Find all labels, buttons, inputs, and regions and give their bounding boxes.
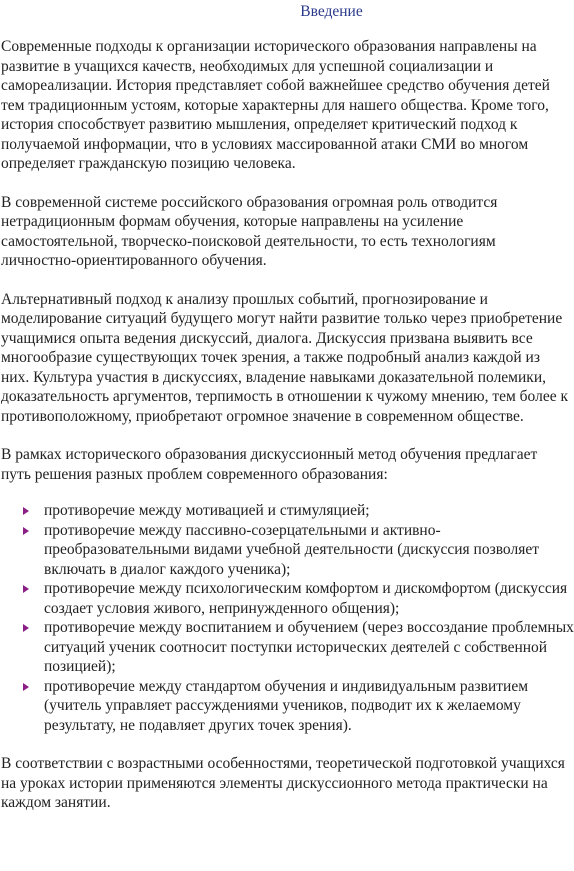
triangle-bullet-icon [23,683,29,691]
page-title: Введение [300,3,363,20]
contradictions-list [1,501,574,735]
list-item [44,677,574,736]
paragraph-3: Альтернативный подход к анализу прошлых событий, прогнозирование и моделирование ситуаций будущего могут найти развитие только через приобретение учащимися опыта ведения дискуссий, диалога. Дискуссия призвана выявить все многообразие существующих точек зрения, а также подробный анализ каждой из них. Культура участия в дискуссиях, владение навыками доказательной полемики, доказательность аргументов, терпимость в отношении к чужому мнению, тем более к противоположному, приобретают огромное значение в современном обществе. [1,290,568,425]
list-item-text: противоречие между психологическим комфортом и дискомфортом (дискуссия создает условия живого, непринужденного общения); [44,580,568,617]
closing-paragraph: В соответствии с возрастными особенностями, теоретической подготовкой учащихся на уроках истории применяются элементы дискуссионного метода практически на каждом занятии. [1,755,565,811]
list-item [44,618,574,677]
list-item-text: противоречие между стандартом обучения и индивидуальным развитием (учитель управляет рассуждениями учеников, подводит их к желаемому результату, не подавляет других точек зрения). [44,677,529,734]
list-item [44,521,574,580]
triangle-bullet-icon [23,527,29,535]
paragraph-1: Современные подходы к организации исторического образования направлены на развитие в учащихся качеств, необходимых для успешной социализации и самореализации. История представляет собой важнейшее средство обучения детей тем традиционным устоям, которые характерны для нашего общества. Кроме того, история способствует развитию мышления, определяет критический подход к получаемой информации, что в условиях массированной атаки СМИ во многом определяет гражданскую позицию человека. [1,38,550,172]
list-item-text: противоречие между мотивацией и стимуляцией; [44,502,370,519]
list-item-text: противоречие между воспитанием и обучением (через воссоздание проблемных ситуаций ученик соотносит поступки исторических деятелей с собственной позицией); [44,619,574,675]
triangle-bullet-icon [23,585,29,593]
list-item [44,501,574,521]
list-item-text: противоречие между пассивно-созерцательными и активно-преобразовательными видами учебной деятельности (дискуссия позволяет включать в диалог каждого ученика); [44,521,539,578]
list-item [44,579,574,618]
paragraph-2: В современной системе российского образования огромная роль отводится нетрадиционным формам обучения, которые направлены на усиление самостоятельной, творческо-поисковой деятельности, то есть технологиям личностно-ориентированного обучения. [1,193,498,269]
triangle-bullet-icon [23,507,29,515]
triangle-bullet-icon [23,624,29,632]
paragraph-4: В рамках исторического образования дискуссионный метод обучения предлагает путь решения разных проблем современного образования: [1,446,538,483]
